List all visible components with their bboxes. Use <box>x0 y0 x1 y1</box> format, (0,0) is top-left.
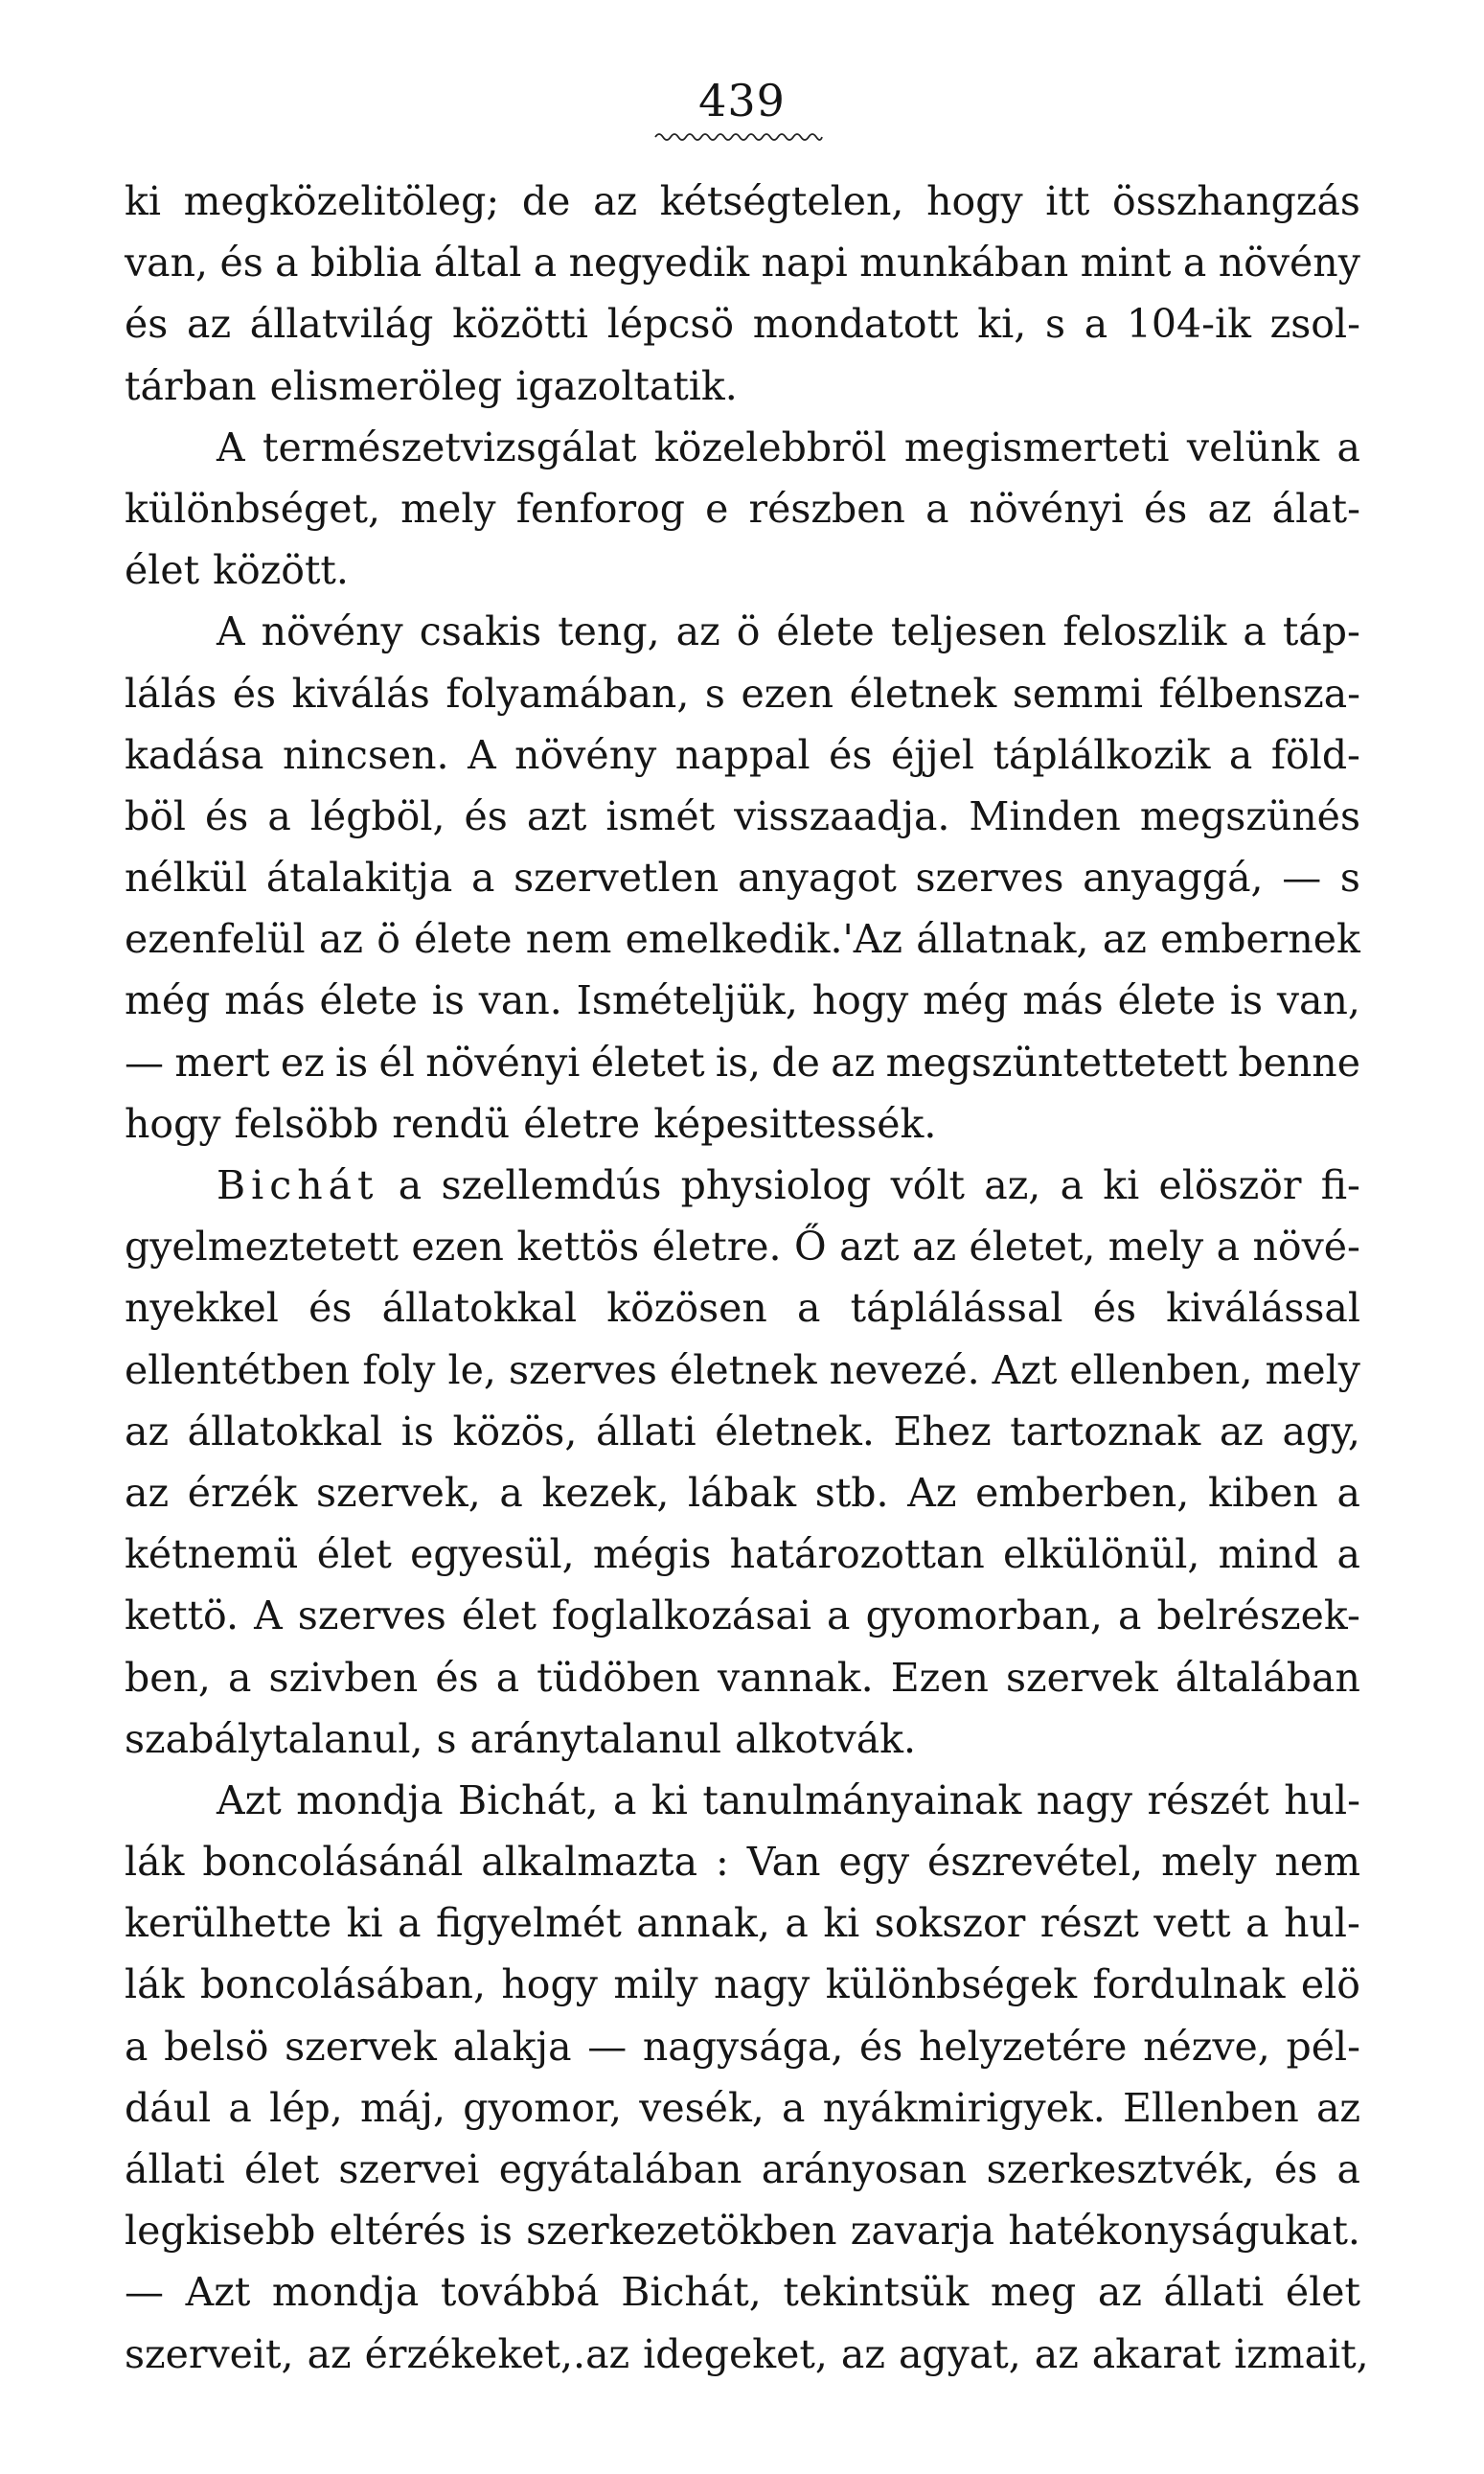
text-line: ki megközelitöleg; de az kétségtelen, hogy itt összhangzás <box>125 178 1360 224</box>
text-line: kadása nincsen. A növény nappal és éjjel táplálkozik a föld- <box>125 731 1360 778</box>
paragraph <box>125 601 1360 1155</box>
text-line: hogy felsöbb rendü életre képesittessék. <box>125 1100 937 1147</box>
text-line: szabálytalanul, s aránytalanul alkotvák. <box>125 1715 917 1762</box>
text-line: szerveit, az érzékeket,.az idegeket, az agyat, az akarat izmait, <box>125 2330 1369 2377</box>
text-line: dául a lép, máj, gyomor, vesék, a nyákmirigyek. Ellenben az <box>125 2084 1360 2131</box>
text-line: kerülhette ki a figyelmét annak, a ki sokszor részt vett a hul- <box>125 1900 1360 1947</box>
paragraph <box>125 171 1360 417</box>
text-line: a belsö szervek alakja — nagysága, és helyzetére nézve, pél- <box>125 2023 1360 2070</box>
text-line: az állatokkal is közös, állati életnek. Ehez tartoznak az agy, <box>125 1408 1360 1455</box>
text-line: kétnemü élet egyesül, mégis határozottan elkülönül, mind a <box>125 1531 1360 1578</box>
paragraph <box>125 417 1360 602</box>
text-line: A növény csakis teng, az ö élete teljesen feloszlik a táp- <box>217 608 1360 655</box>
page-number: 439 <box>698 75 786 126</box>
text-line: A természetvizsgálat közelebbröl megismerteti velünk a <box>217 424 1360 470</box>
text-line: kettö. A szerves élet foglalkozásai a gyomorban, a belrészek- <box>125 1592 1360 1639</box>
text-line: még más élete is van. Ismételjük, hogy még más élete is van, <box>125 977 1360 1024</box>
text-line: ellentétben foly le, szerves életnek nevezé. Azt ellenben, mely <box>125 1346 1360 1393</box>
text-line: lálás és kiválás folyamában, s ezen életnek semmi félbensza- <box>125 670 1360 717</box>
text-line: ezenfelül az ö élete nem emelkedik.'Az állatnak, az embernek <box>125 916 1360 963</box>
text-line: lák boncolásában, hogy mily nagy különbségek fordulnak elö <box>125 1961 1360 2008</box>
wavy-rule-ornament <box>653 130 824 144</box>
paragraph <box>125 1155 1360 1770</box>
text-line: különbséget, mely fenforog e részben a növényi és az álat- <box>125 485 1360 532</box>
text-line: lák boncolásánál alkalmazta : Van egy észrevétel, mely nem <box>125 1839 1360 1886</box>
text-line: nyekkel és állatokkal közösen a táplálással és kiválással <box>125 1285 1360 1332</box>
text-line: állati élet szervei egyátalában arányosan szerkesztvék, és a <box>125 2146 1360 2192</box>
text-line: böl és a légböl, és azt ismét visszaadja. Minden megszünés <box>125 792 1360 839</box>
text-line: — mert ez is él növényi életet is, de az megszüntettetett benne <box>125 1039 1360 1086</box>
text-line: nélkül átalakitja a szervetlen anyagot szerves anyaggá, — s <box>125 855 1360 902</box>
text-line: van, és a biblia által a negyedik napi munkában mint a növény <box>125 240 1360 286</box>
text-line: és az állatvilág közötti lépcsö mondatott ki, s a 104-ik zsol- <box>125 301 1360 348</box>
text-line: az érzék szervek, a kezek, lábak stb. Az emberben, kiben a <box>125 1469 1360 1516</box>
body-text <box>125 171 1369 2385</box>
text-line: Bichát a szellemdús physiolog vólt az, a ki elöször fi- <box>217 1162 1360 1208</box>
text-line: tárban elismeröleg igazoltatik. <box>125 362 738 409</box>
text-line: ben, a szivben és a tüdöben vannak. Ezen szervek általában <box>125 1654 1360 1701</box>
text-line: — Azt mondja továbbá Bichát, tekintsük meg az állati élet <box>125 2269 1360 2316</box>
paragraph <box>125 1770 1369 2385</box>
text-line: élet között. <box>125 547 349 594</box>
text-line: Azt mondja Bichát, a ki tanulmányainak nagy részét hul- <box>217 1776 1360 1823</box>
text-line: legkisebb eltérés is szerkezetökben zavarja hatékonyságukat. <box>125 2208 1360 2255</box>
text-line: gyelmeztetett ezen kettös életre. Ő azt az életet, mely a növé- <box>125 1224 1360 1271</box>
